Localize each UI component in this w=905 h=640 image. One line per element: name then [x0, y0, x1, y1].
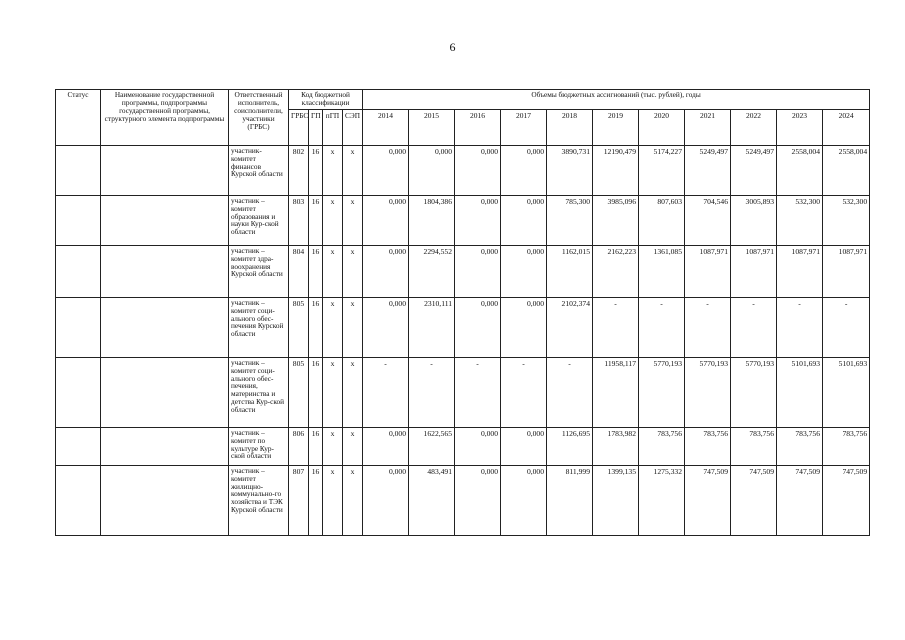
value-cell: 2558,004	[823, 146, 870, 196]
table-body	[56, 146, 870, 536]
value-cell: -	[731, 298, 777, 358]
value-cell: 704,546	[685, 196, 731, 246]
sep-cell: x	[343, 146, 363, 196]
value-cell: 5249,497	[731, 146, 777, 196]
table-row	[56, 358, 870, 428]
name-cell	[101, 298, 229, 358]
executor-cell: участник- комитет финансов Курской области	[229, 146, 289, 196]
header-volumes: Объемы бюджетных ассигнований (тыс. рублей), годы	[363, 90, 870, 110]
value-cell: 2558,004	[777, 146, 823, 196]
value-cell: 747,509	[685, 466, 731, 536]
value-cell: 783,756	[639, 428, 685, 466]
value-cell: 1275,332	[639, 466, 685, 536]
pgp-cell: x	[323, 196, 343, 246]
status-cell	[56, 466, 101, 536]
value-cell: -	[409, 358, 455, 428]
name-cell	[101, 428, 229, 466]
value-cell: 1087,971	[685, 246, 731, 298]
value-cell: 5249,497	[685, 146, 731, 196]
status-cell	[56, 246, 101, 298]
value-cell: 0,000	[455, 146, 501, 196]
name-cell	[101, 246, 229, 298]
sep-cell: x	[343, 298, 363, 358]
gp-cell: 16	[309, 428, 323, 466]
value-cell: 0,000	[501, 146, 547, 196]
status-cell	[56, 298, 101, 358]
value-cell: 1804,386	[409, 196, 455, 246]
pgp-cell: x	[323, 466, 343, 536]
value-cell: 5770,193	[731, 358, 777, 428]
executor-cell: участник – комитет жилищно-коммунально-го хозяйства и ТЭК Курской области	[229, 466, 289, 536]
sep-cell: x	[343, 466, 363, 536]
header-status: Статус	[56, 90, 101, 146]
value-cell: 783,756	[777, 428, 823, 466]
gp-cell: 16	[309, 358, 323, 428]
header-grbs: ГРБС	[289, 110, 309, 146]
executor-cell: участник – комитет по культуре Кур-ской области	[229, 428, 289, 466]
value-cell: 783,756	[685, 428, 731, 466]
value-cell: 12190,479	[593, 146, 639, 196]
status-cell	[56, 196, 101, 246]
header-name: Наименование государственной программы, подпрограммы государственной программы, структурного элемента подпрограммы	[101, 90, 229, 146]
header-year: 2023	[777, 110, 823, 146]
sep-cell: x	[343, 358, 363, 428]
value-cell: 0,000	[455, 196, 501, 246]
value-cell: -	[547, 358, 593, 428]
grbs-cell: 807	[289, 466, 309, 536]
value-cell: 747,509	[731, 466, 777, 536]
status-cell	[56, 428, 101, 466]
value-cell: 1087,971	[823, 246, 870, 298]
header-executor: Ответственный исполнитель, соисполнители, участники (ГРБС)	[229, 90, 289, 146]
value-cell: 5770,193	[685, 358, 731, 428]
status-cell	[56, 358, 101, 428]
value-cell: -	[363, 358, 409, 428]
value-cell: 747,509	[777, 466, 823, 536]
header-year: 2016	[455, 110, 501, 146]
value-cell: 0,000	[455, 428, 501, 466]
value-cell: 811,999	[547, 466, 593, 536]
header-year: 2017	[501, 110, 547, 146]
table-row	[56, 196, 870, 246]
grbs-cell: 805	[289, 298, 309, 358]
value-cell: 0,000	[363, 466, 409, 536]
value-cell: -	[639, 298, 685, 358]
value-cell: 2102,374	[547, 298, 593, 358]
table-row	[56, 466, 870, 536]
value-cell: 1361,085	[639, 246, 685, 298]
value-cell: 2310,111	[409, 298, 455, 358]
value-cell: 783,756	[731, 428, 777, 466]
name-cell	[101, 196, 229, 246]
value-cell: 3985,096	[593, 196, 639, 246]
value-cell: 1087,971	[777, 246, 823, 298]
value-cell: 1126,695	[547, 428, 593, 466]
value-cell: -	[823, 298, 870, 358]
table-header	[56, 90, 870, 146]
value-cell: 0,000	[409, 146, 455, 196]
value-cell: 3890,731	[547, 146, 593, 196]
value-cell: 5770,193	[639, 358, 685, 428]
grbs-cell: 804	[289, 246, 309, 298]
value-cell: 11958,117	[593, 358, 639, 428]
grbs-cell: 805	[289, 358, 309, 428]
table-row	[56, 146, 870, 196]
sep-cell: x	[343, 428, 363, 466]
gp-cell: 16	[309, 196, 323, 246]
header-code-group: Код бюджетной классификации	[289, 90, 363, 110]
header-year: 2021	[685, 110, 731, 146]
gp-cell: 16	[309, 146, 323, 196]
name-cell	[101, 466, 229, 536]
sep-cell: x	[343, 196, 363, 246]
value-cell: 1162,015	[547, 246, 593, 298]
value-cell: 0,000	[363, 246, 409, 298]
table-row	[56, 428, 870, 466]
value-cell: 0,000	[501, 428, 547, 466]
grbs-cell: 803	[289, 196, 309, 246]
value-cell: -	[501, 358, 547, 428]
name-cell	[101, 146, 229, 196]
value-cell: 0,000	[363, 146, 409, 196]
value-cell: 0,000	[455, 298, 501, 358]
executor-cell: участник – комитет соци-ального обес-печения Курской области	[229, 298, 289, 358]
value-cell: 0,000	[455, 466, 501, 536]
header-year: 2014	[363, 110, 409, 146]
value-cell: 1783,982	[593, 428, 639, 466]
header-pgp: пГП	[323, 110, 343, 146]
value-cell: 3005,893	[731, 196, 777, 246]
value-cell: 483,491	[409, 466, 455, 536]
value-cell: 532,300	[777, 196, 823, 246]
pgp-cell: x	[323, 358, 343, 428]
value-cell: 2162,223	[593, 246, 639, 298]
pgp-cell: x	[323, 298, 343, 358]
gp-cell: 16	[309, 246, 323, 298]
value-cell: 0,000	[363, 196, 409, 246]
value-cell: 0,000	[501, 466, 547, 536]
value-cell: 0,000	[501, 196, 547, 246]
value-cell: 5101,693	[777, 358, 823, 428]
pgp-cell: x	[323, 146, 343, 196]
header-sep: СЭП	[343, 110, 363, 146]
status-cell	[56, 146, 101, 196]
value-cell: 807,603	[639, 196, 685, 246]
value-cell: 1399,135	[593, 466, 639, 536]
value-cell: -	[777, 298, 823, 358]
value-cell: -	[685, 298, 731, 358]
pgp-cell: x	[323, 246, 343, 298]
value-cell: 5101,693	[823, 358, 870, 428]
page-number: 6	[449, 40, 456, 54]
table-row	[56, 298, 870, 358]
sep-cell: x	[343, 246, 363, 298]
value-cell: 0,000	[501, 298, 547, 358]
grbs-cell: 806	[289, 428, 309, 466]
gp-cell: 16	[309, 298, 323, 358]
value-cell: 783,756	[823, 428, 870, 466]
header-year: 2015	[409, 110, 455, 146]
table-row	[56, 246, 870, 298]
pgp-cell: x	[323, 428, 343, 466]
value-cell: -	[455, 358, 501, 428]
value-cell: 0,000	[363, 428, 409, 466]
header-year: 2018	[547, 110, 593, 146]
value-cell: 785,300	[547, 196, 593, 246]
header-gp: ГП	[309, 110, 323, 146]
header-year: 2019	[593, 110, 639, 146]
value-cell: 0,000	[455, 246, 501, 298]
budget-table	[55, 89, 870, 536]
executor-cell: участник – комитет образования и науки Кур-ской области	[229, 196, 289, 246]
header-year: 2022	[731, 110, 777, 146]
value-cell: 0,000	[363, 298, 409, 358]
value-cell: 532,300	[823, 196, 870, 246]
executor-cell: участник – комитет соци-ального обес-печения, материнства и детства Кур-ской области	[229, 358, 289, 428]
value-cell: 0,000	[501, 246, 547, 298]
value-cell: 5174,227	[639, 146, 685, 196]
value-cell: 1087,971	[731, 246, 777, 298]
name-cell	[101, 358, 229, 428]
header-year: 2020	[639, 110, 685, 146]
executor-cell: участник – комитет здра-воохранения Курской области	[229, 246, 289, 298]
header-year: 2024	[823, 110, 870, 146]
value-cell: 747,509	[823, 466, 870, 536]
value-cell: -	[593, 298, 639, 358]
gp-cell: 16	[309, 466, 323, 536]
value-cell: 2294,552	[409, 246, 455, 298]
value-cell: 1622,565	[409, 428, 455, 466]
grbs-cell: 802	[289, 146, 309, 196]
